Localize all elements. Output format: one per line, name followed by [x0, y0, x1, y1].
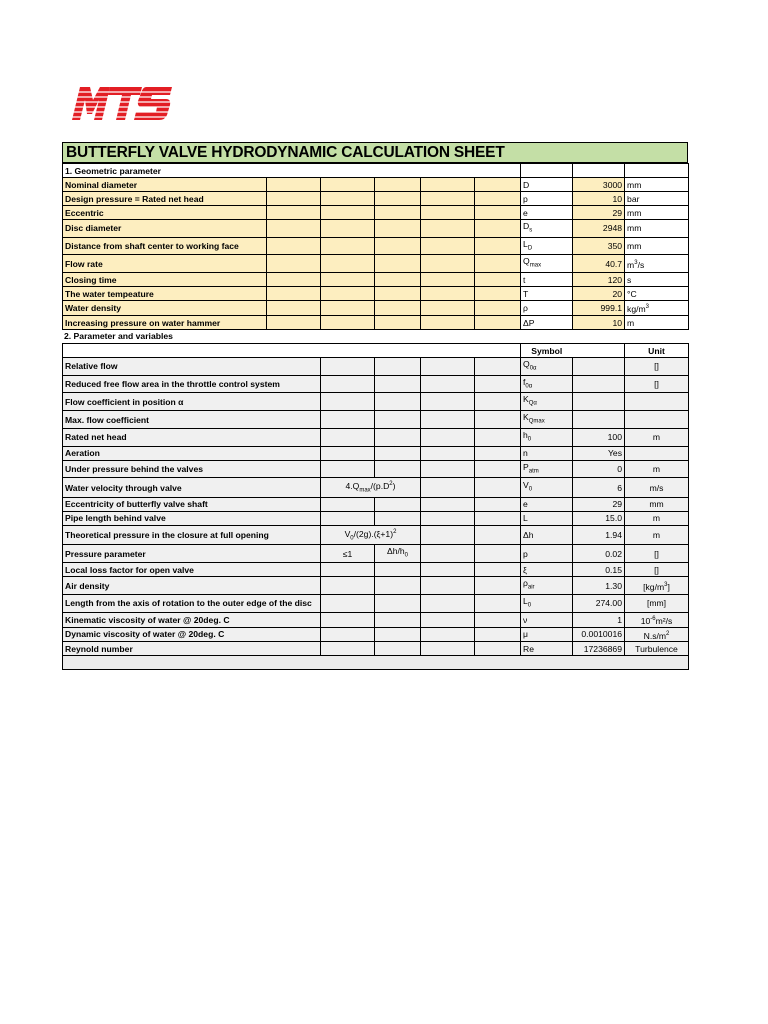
mts-logo [70, 84, 174, 122]
param-symbol: e [521, 497, 573, 511]
param-unit: $10^{-6}m^2/s$ [625, 612, 689, 627]
formula-cell [375, 375, 421, 393]
param-symbol: ΔP [521, 316, 573, 330]
formula-cell: ≤1 [321, 545, 375, 563]
param-unit: °C [625, 287, 689, 301]
geometric-row [63, 192, 689, 206]
param-value[interactable]: 120 [573, 273, 625, 287]
param-label: Relative flow [63, 358, 321, 376]
param-unit: m/s [625, 478, 689, 498]
geometric-row [63, 273, 689, 287]
param-value[interactable]: 17236869 [573, 642, 625, 656]
param-label: The water tempeature [63, 287, 267, 301]
param-symbol: p [521, 192, 573, 206]
param-unit [625, 393, 689, 411]
param-unit: m [625, 428, 689, 446]
param-value[interactable]: 999.1 [573, 301, 625, 316]
formula-cell [375, 627, 421, 642]
param-unit: mm [625, 220, 689, 238]
param-label: Reduced free flow area in the throttle control system [63, 375, 321, 393]
param-value[interactable]: 2948 [573, 220, 625, 238]
param-label: Water velocity through valve [63, 478, 321, 498]
formula-cell [321, 627, 375, 642]
param-header-row [63, 344, 689, 358]
formula-cell: $\Delta h/h_0$ [375, 545, 421, 563]
param-value[interactable]: 0.02 [573, 545, 625, 563]
param-label: Max. flow coefficient [63, 411, 321, 429]
param-value[interactable]: 29 [573, 497, 625, 511]
param-symbol: ρ [521, 301, 573, 316]
param-unit: [] [625, 358, 689, 376]
formula-cell [375, 446, 421, 460]
parameter-row [63, 577, 689, 595]
param-label: Distance from shaft center to working face [63, 237, 267, 255]
param-label: Rated net head [63, 428, 321, 446]
sheet-title: BUTTERFLY VALVE HYDRODYNAMIC CALCULATION SHEET [62, 142, 688, 163]
param-label: Pipe length behind valve [63, 511, 321, 525]
formula-cell [321, 358, 375, 376]
formula-cell [321, 460, 375, 478]
geometric-rows [63, 178, 689, 330]
param-symbol: $h_0$ [521, 428, 573, 446]
formula-cell [375, 642, 421, 656]
param-unit: s [625, 273, 689, 287]
param-value[interactable]: 3000 [573, 178, 625, 192]
param-label: Eccentricity of butterfly valve shaft [63, 497, 321, 511]
param-label: Kinematic viscosity of water @ 20deg. C [63, 612, 321, 627]
formula-cell [321, 497, 375, 511]
geometric-row [63, 255, 689, 273]
parameter-row [63, 460, 689, 478]
parameter-row [63, 375, 689, 393]
symbol-header: Symbol [521, 344, 573, 358]
param-unit: $m^3/s$ [625, 255, 689, 273]
param-symbol: $Q_{max}$ [521, 255, 573, 273]
formula-cell [321, 411, 375, 429]
param-unit: mm [625, 206, 689, 220]
param-symbol: μ [521, 627, 573, 642]
geometric-table [62, 163, 689, 330]
param-unit: m [625, 511, 689, 525]
param-label: Disc diameter [63, 220, 267, 238]
param-unit: bar [625, 192, 689, 206]
parameter-row [63, 358, 689, 376]
param-label: Length from the axis of rotation to the outer edge of the disc [63, 594, 321, 612]
param-value[interactable]: 10 [573, 316, 625, 330]
formula-cell: $4.Q_{max}/(p.D^2)$ [321, 478, 421, 498]
param-label: Water density [63, 301, 267, 316]
calculation-sheet [62, 142, 688, 670]
param-unit: $[kg/m^3]$ [625, 577, 689, 595]
formula-cell [321, 577, 375, 595]
formula-cell [375, 460, 421, 478]
param-value[interactable]: 350 [573, 237, 625, 255]
parameter-row [63, 612, 689, 627]
param-symbol: ξ [521, 563, 573, 577]
formula-cell [321, 393, 375, 411]
param-symbol: $K_{Qmax}$ [521, 411, 573, 429]
param-symbol: $L_0$ [521, 594, 573, 612]
param-label: Closing time [63, 273, 267, 287]
param-symbol: t [521, 273, 573, 287]
param-unit: [] [625, 545, 689, 563]
geometric-row [63, 287, 689, 301]
formula-cell [375, 428, 421, 446]
param-symbol: T [521, 287, 573, 301]
param-value[interactable]: 1 [573, 612, 625, 627]
param-unit: $kg/m^3$ [625, 301, 689, 316]
formula-cell [375, 393, 421, 411]
geometric-row [63, 206, 689, 220]
geometric-row [63, 316, 689, 330]
param-unit: m [625, 316, 689, 330]
param-label: Nominal diameter [63, 178, 267, 192]
param-symbol: Re [521, 642, 573, 656]
param-value[interactable] [573, 411, 625, 429]
param-label: Flow coefficient in position α [63, 393, 321, 411]
formula-cell [321, 428, 375, 446]
param-value[interactable] [573, 358, 625, 376]
formula-cell [375, 594, 421, 612]
formula-cell [375, 577, 421, 595]
formula-cell [321, 594, 375, 612]
param-symbol: D [521, 178, 573, 192]
param-value[interactable]: 40.7 [573, 255, 625, 273]
formula-cell [375, 563, 421, 577]
param-value[interactable]: 6 [573, 478, 625, 498]
param-value[interactable]: Yes [573, 446, 625, 460]
param-symbol: $P_{atm}$ [521, 460, 573, 478]
param-label: Local loss factor for open valve [63, 563, 321, 577]
param-label: Design pressure = Rated net head [63, 192, 267, 206]
param-unit: mm [625, 237, 689, 255]
section1-title: 1. Geometric parameter [63, 164, 521, 178]
param-value[interactable]: 20 [573, 287, 625, 301]
param-label: Theoretical pressure in the closure at full opening [63, 525, 321, 545]
parameter-row [63, 428, 689, 446]
param-label: Flow rate [63, 255, 267, 273]
parameters-table [62, 343, 689, 670]
param-value[interactable]: 10 [573, 192, 625, 206]
parameter-row [63, 627, 689, 642]
formula-cell [375, 497, 421, 511]
param-symbol: n [521, 446, 573, 460]
unit-header: Unit [625, 344, 689, 358]
footer-row [63, 656, 689, 670]
param-symbol: $Q_{0\alpha}$ [521, 358, 573, 376]
parameter-row [63, 446, 689, 460]
parameter-row [63, 594, 689, 612]
parameter-row [63, 525, 689, 545]
formula-cell [321, 375, 375, 393]
geometric-row [63, 237, 689, 255]
parameter-row [63, 511, 689, 525]
formula-cell [321, 612, 375, 627]
param-symbol: $L_D$ [521, 237, 573, 255]
parameter-row [63, 478, 689, 498]
param-value[interactable]: 0 [573, 460, 625, 478]
param-label: Reynold number [63, 642, 321, 656]
param-value[interactable] [573, 375, 625, 393]
param-unit [625, 411, 689, 429]
param-label: Aeration [63, 446, 321, 460]
parameter-row [63, 563, 689, 577]
formula-cell [321, 511, 375, 525]
param-unit: [] [625, 375, 689, 393]
param-value[interactable]: 15.0 [573, 511, 625, 525]
param-value[interactable] [573, 393, 625, 411]
formula-cell [321, 642, 375, 656]
param-symbol: $V_0$ [521, 478, 573, 498]
param-unit: [] [625, 563, 689, 577]
param-label: Eccentric [63, 206, 267, 220]
parameter-row [63, 411, 689, 429]
section2-title: 2. Parameter and variables [64, 331, 173, 342]
param-label: Air density [63, 577, 321, 595]
param-value[interactable]: 0.15 [573, 563, 625, 577]
geometric-row [63, 178, 689, 192]
param-label: Pressure parameter [63, 545, 321, 563]
param-unit: $N.s/m^2$ [625, 627, 689, 642]
parameter-row [63, 497, 689, 511]
param-label: Dynamic viscosity of water @ 20deg. C [63, 627, 321, 642]
param-symbol: p [521, 545, 573, 563]
param-label: Increasing pressure on water hammer [63, 316, 267, 330]
param-value[interactable]: 100 [573, 428, 625, 446]
param-unit: Turbulence [625, 642, 689, 656]
param-symbol: $K_{Q\alpha}$ [521, 393, 573, 411]
param-symbol: $\rho_{air}$ [521, 577, 573, 595]
param-symbol: ν [521, 612, 573, 627]
formula-cell [375, 612, 421, 627]
formula-cell [375, 411, 421, 429]
formula-cell [375, 358, 421, 376]
formula-cell: $V_0/(2g).(\xi+1)^2$ [321, 525, 421, 545]
parameter-row [63, 545, 689, 563]
param-symbol: Δh [521, 525, 573, 545]
param-unit: [mm] [625, 594, 689, 612]
geometric-row [63, 220, 689, 238]
param-value[interactable]: 1.94 [573, 525, 625, 545]
param-label: Under pressure behind the valves [63, 460, 321, 478]
param-symbol: e [521, 206, 573, 220]
param-unit [625, 446, 689, 460]
param-unit: m [625, 525, 689, 545]
formula-cell [321, 563, 375, 577]
parameter-row [63, 393, 689, 411]
param-value[interactable]: 274.00 [573, 594, 625, 612]
geometric-row [63, 301, 689, 316]
param-value[interactable]: 0.0010016 [573, 627, 625, 642]
param-unit: m [625, 460, 689, 478]
param-unit: mm [625, 497, 689, 511]
parameter-row [63, 642, 689, 656]
param-symbol: L [521, 511, 573, 525]
param-unit: mm [625, 178, 689, 192]
param-symbol: $D_s$ [521, 220, 573, 238]
param-symbol: $f_{0\alpha}$ [521, 375, 573, 393]
param-value[interactable]: 29 [573, 206, 625, 220]
param-value[interactable]: 1.30 [573, 577, 625, 595]
formula-cell [321, 446, 375, 460]
formula-cell [375, 511, 421, 525]
